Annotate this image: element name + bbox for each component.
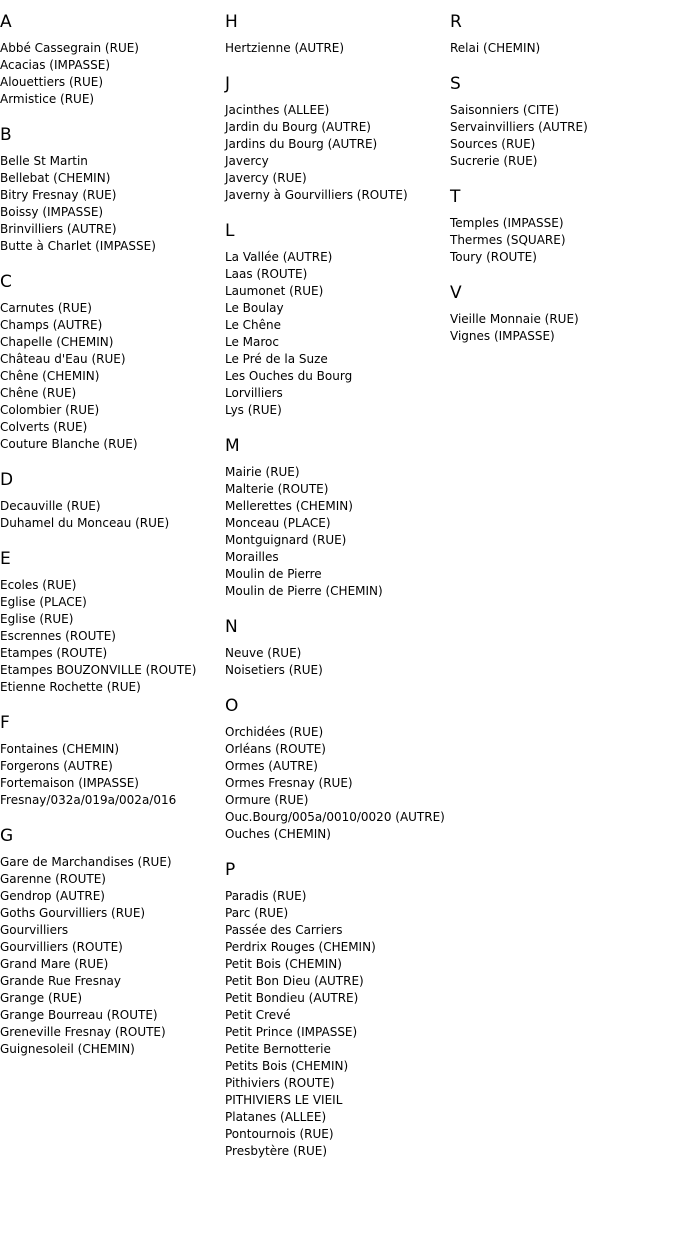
letter-section-h	[225, 10, 449, 57]
street-list	[450, 102, 674, 170]
street-name: Gourvilliers	[0, 923, 69, 937]
street-name: Petit Bois (CHEMIN)	[225, 957, 342, 971]
street-name: Moulin de Pierre	[225, 567, 322, 581]
street-name: Jardins du Bourg (AUTRE)	[225, 137, 378, 151]
street-name: Monceau (PLACE)	[225, 516, 331, 530]
street-name: Le Chêne	[225, 318, 282, 332]
street-name: Laas (ROUTE)	[225, 267, 308, 281]
street-name: Ormes (AUTRE)	[225, 759, 318, 773]
street-list	[0, 300, 224, 453]
street-list	[0, 498, 224, 532]
street-list	[0, 741, 224, 809]
street-name: Carnutes (RUE)	[0, 301, 92, 315]
street-name: Grande Rue Fresnay	[0, 974, 122, 988]
street-name: Colombier (RUE)	[0, 403, 100, 417]
street-name: Petit Prince (IMPASSE)	[225, 1025, 358, 1039]
section-letter-heading: C	[0, 272, 12, 292]
street-name: Vieille Monnaie (RUE)	[450, 312, 579, 326]
section-letter-heading: H	[225, 12, 238, 32]
section-letter-heading: M	[225, 436, 240, 456]
letter-section-b	[0, 123, 224, 255]
street-name: Duhamel du Monceau (RUE)	[0, 516, 170, 530]
index-column-1	[0, 10, 224, 1073]
section-letter-heading: J	[225, 74, 231, 94]
street-name: Grange Bourreau (ROUTE)	[0, 1008, 158, 1022]
street-list	[0, 854, 224, 1058]
street-name: Laumonet (RUE)	[225, 284, 324, 298]
letter-section-a	[0, 10, 224, 108]
street-name: Fortemaison (IMPASSE)	[0, 776, 139, 790]
street-name: Mellerettes (CHEMIN)	[225, 499, 353, 513]
letter-section-f	[0, 711, 224, 809]
letter-section-m	[225, 434, 449, 600]
street-name: Les Ouches du Bourg	[225, 369, 353, 383]
section-letter-heading: N	[225, 617, 238, 637]
street-name: Ouc.Bourg/005a/0010/0020 (AUTRE)	[225, 810, 445, 824]
street-name: Le Boulay	[225, 301, 284, 315]
street-name: Sucrerie (RUE)	[450, 154, 538, 168]
street-name: Forgerons (AUTRE)	[0, 759, 113, 773]
street-name: Grand Mare (RUE)	[0, 957, 109, 971]
street-name: Brinvilliers (AUTRE)	[0, 222, 117, 236]
street-list	[0, 40, 224, 108]
street-name: Alouettiers (RUE)	[0, 75, 104, 89]
street-name: La Vallée (AUTRE)	[225, 250, 333, 264]
street-name: Eglise (PLACE)	[0, 595, 87, 609]
letter-section-l	[225, 219, 449, 419]
street-name: Colverts (RUE)	[0, 420, 88, 434]
street-name: Malterie (ROUTE)	[225, 482, 329, 496]
street-name: Decauville (RUE)	[0, 499, 101, 513]
street-name: Javercy	[225, 154, 269, 168]
street-name: Grange (RUE)	[0, 991, 83, 1005]
street-name: Toury (ROUTE)	[450, 250, 537, 264]
street-name: Goths Gourvilliers (RUE)	[0, 906, 146, 920]
street-name: PITHIVIERS LE VIEIL	[225, 1093, 343, 1107]
street-name: Vignes (IMPASSE)	[450, 329, 555, 343]
street-name: Lys (RUE)	[225, 403, 282, 417]
street-name: Petit Crevé	[225, 1008, 291, 1022]
letter-section-e	[0, 547, 224, 696]
street-name: Temples (IMPASSE)	[450, 216, 564, 230]
street-name: Belle St Martin	[0, 154, 88, 168]
street-name: Garenne (ROUTE)	[0, 872, 106, 886]
street-name: Jardin du Bourg (AUTRE)	[225, 120, 371, 134]
street-name: Petits Bois (CHEMIN)	[225, 1059, 349, 1073]
street-name: Couture Blanche (RUE)	[0, 437, 138, 451]
section-letter-heading: B	[0, 125, 12, 145]
street-name: Fresnay/032a/019a/002a/016	[0, 793, 177, 807]
street-name: Petit Bon Dieu (AUTRE)	[225, 974, 364, 988]
street-name: Pithiviers (ROUTE)	[225, 1076, 335, 1090]
street-name: Etienne Rochette (RUE)	[0, 680, 141, 694]
street-list	[450, 311, 674, 345]
street-name: Perdrix Rouges (CHEMIN)	[225, 940, 376, 954]
street-name: Mairie (RUE)	[225, 465, 300, 479]
section-letter-heading: D	[0, 470, 14, 490]
street-name: Noisetiers (RUE)	[225, 663, 323, 677]
street-name: Saisonniers (CITE)	[450, 103, 560, 117]
section-letter-heading: O	[225, 696, 239, 716]
letter-section-s	[450, 72, 674, 170]
street-list	[225, 40, 449, 57]
street-name: Pontournois (RUE)	[225, 1127, 334, 1141]
street-list	[0, 153, 224, 255]
street-name: Petite Bernotterie	[225, 1042, 331, 1056]
letter-section-o	[225, 694, 449, 843]
street-name: Passée des Carriers	[225, 923, 343, 937]
street-name: Orléans (ROUTE)	[225, 742, 326, 756]
street-name: Champs (AUTRE)	[0, 318, 103, 332]
street-name: Guignesoleil (CHEMIN)	[0, 1042, 135, 1056]
street-name: Paradis (RUE)	[225, 889, 307, 903]
street-list	[225, 102, 449, 204]
street-name: Petit Bondieu (AUTRE)	[225, 991, 359, 1005]
street-name: Fontaines (CHEMIN)	[0, 742, 120, 756]
street-name: Lorvilliers	[225, 386, 283, 400]
letter-section-p	[225, 858, 449, 1160]
street-name: Chapelle (CHEMIN)	[0, 335, 114, 349]
street-name: Gare de Marchandises (RUE)	[0, 855, 172, 869]
street-name: Chêne (RUE)	[0, 386, 77, 400]
section-letter-heading: A	[0, 12, 12, 32]
street-name: Jacinthes (ALLEE)	[225, 103, 330, 117]
section-letter-heading: R	[450, 12, 462, 32]
street-name: Montguignard (RUE)	[225, 533, 347, 547]
street-name: Escrennes (ROUTE)	[0, 629, 116, 643]
street-list	[450, 40, 674, 57]
street-name: Ecoles (RUE)	[0, 578, 77, 592]
street-name: Ormes Fresnay (RUE)	[225, 776, 353, 790]
street-name: Ormure (RUE)	[225, 793, 309, 807]
street-name: Boissy (IMPASSE)	[0, 205, 104, 219]
street-list	[225, 464, 449, 600]
street-name: Le Pré de la Suze	[225, 352, 328, 366]
street-name: Le Maroc	[225, 335, 279, 349]
letter-section-t	[450, 185, 674, 266]
street-name: Neuve (RUE)	[225, 646, 302, 660]
letter-section-r	[450, 10, 674, 57]
street-name: Acacias (IMPASSE)	[0, 58, 111, 72]
street-name: Eglise (RUE)	[0, 612, 74, 626]
section-letter-heading: L	[225, 221, 235, 241]
street-list	[450, 215, 674, 266]
letter-section-j	[225, 72, 449, 204]
street-name: Armistice (RUE)	[0, 92, 95, 106]
section-letter-heading: G	[0, 826, 14, 846]
index-column-2	[225, 10, 449, 1175]
street-name: Javercy (RUE)	[225, 171, 307, 185]
index-column-3	[450, 10, 674, 360]
street-list	[225, 888, 449, 1160]
section-letter-heading: T	[450, 187, 461, 207]
street-name: Château d'Eau (RUE)	[0, 352, 126, 366]
street-name: Bellebat (CHEMIN)	[0, 171, 111, 185]
street-name: Etampes BOUZONVILLE (ROUTE)	[0, 663, 197, 677]
section-letter-heading: V	[450, 283, 462, 303]
street-name: Ouches (CHEMIN)	[225, 827, 331, 841]
street-name: Javerny à Gourvilliers (ROUTE)	[225, 188, 408, 202]
street-name: Abbé Cassegrain (RUE)	[0, 41, 139, 55]
street-name: Servainvilliers (AUTRE)	[450, 120, 588, 134]
street-list	[225, 724, 449, 843]
section-letter-heading: E	[0, 549, 11, 569]
street-list	[225, 249, 449, 419]
street-name: Gendrop (AUTRE)	[0, 889, 105, 903]
letter-section-g	[0, 824, 224, 1058]
street-name: Etampes (ROUTE)	[0, 646, 108, 660]
street-list	[225, 645, 449, 679]
street-name: Greneville Fresnay (ROUTE)	[0, 1025, 166, 1039]
street-name: Moulin de Pierre (CHEMIN)	[225, 584, 383, 598]
section-letter-heading: P	[225, 860, 236, 880]
street-name: Butte à Charlet (IMPASSE)	[0, 239, 156, 253]
letter-section-c	[0, 270, 224, 453]
street-name: Morailles	[225, 550, 279, 564]
street-name: Orchidées (RUE)	[225, 725, 324, 739]
street-name: Sources (RUE)	[450, 137, 536, 151]
section-letter-heading: F	[0, 713, 10, 733]
letter-section-d	[0, 468, 224, 532]
street-list	[0, 577, 224, 696]
street-name: Bitry Fresnay (RUE)	[0, 188, 117, 202]
street-name: Hertzienne (AUTRE)	[225, 41, 345, 55]
section-letter-heading: S	[450, 74, 461, 94]
street-name: Chêne (CHEMIN)	[0, 369, 100, 383]
street-name: Presbytère (RUE)	[225, 1144, 328, 1158]
letter-section-v	[450, 281, 674, 345]
letter-section-n	[225, 615, 449, 679]
street-name: Parc (RUE)	[225, 906, 289, 920]
street-name: Relai (CHEMIN)	[450, 41, 541, 55]
street-name: Thermes (SQUARE)	[450, 233, 566, 247]
street-name: Gourvilliers (ROUTE)	[0, 940, 123, 954]
street-name: Platanes (ALLEE)	[225, 1110, 327, 1124]
